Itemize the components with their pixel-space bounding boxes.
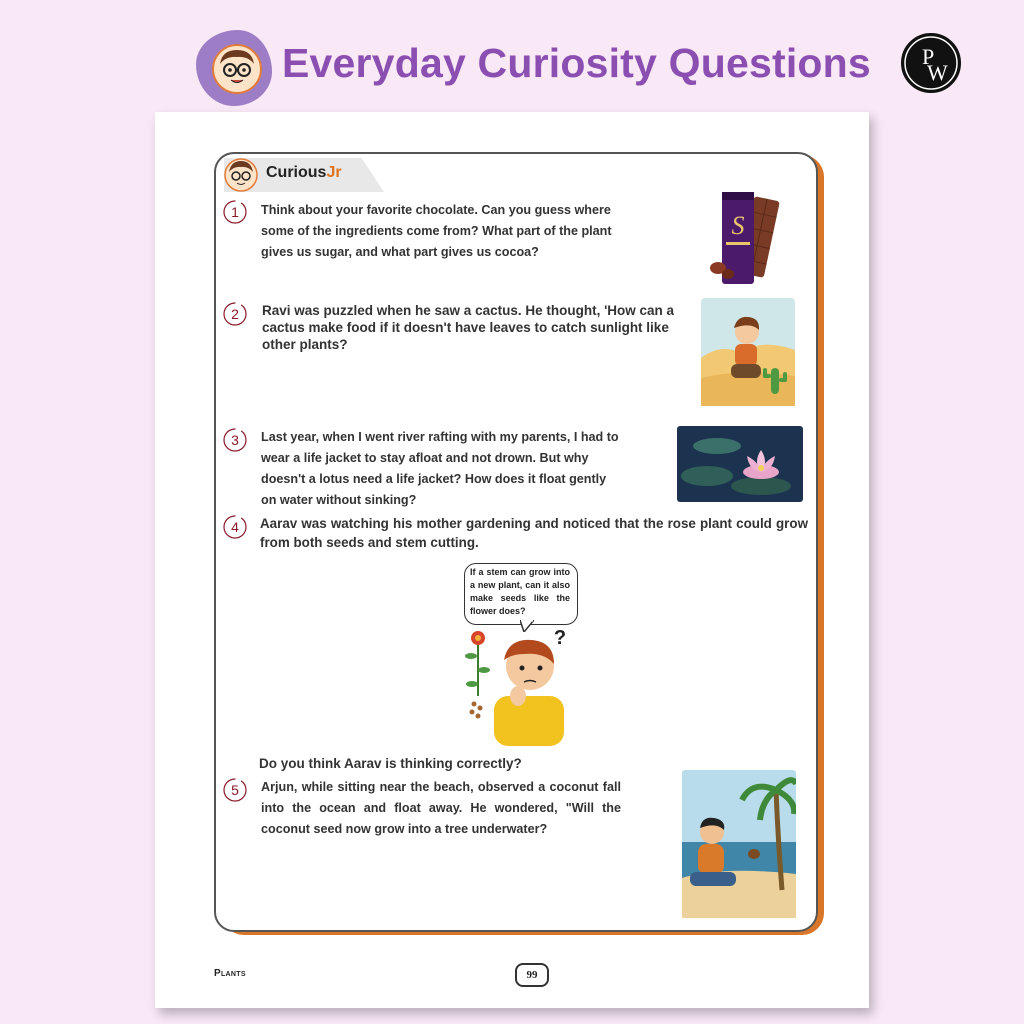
pw-logo-icon <box>900 32 962 94</box>
question-text-4: Aarav was watching his mother gardening and noticed that the rose plant could grow from both seeds and stem cutting. <box>260 516 808 550</box>
question-4-followup: Do you think Aarav is thinking correctly? <box>259 756 522 771</box>
question-number-1: 1 <box>223 200 247 224</box>
boy-avatar-icon <box>212 44 262 94</box>
chapter-name: Plants <box>214 968 246 979</box>
question-number-3: 3 <box>223 428 247 452</box>
thought-bubble-text: If a stem can grow into a new plant, can it also make seeds like the flower does? <box>470 567 570 616</box>
page-title: Everyday Curiosity Questions <box>282 40 871 86</box>
svg-text:S: S <box>731 211 745 240</box>
question-text-5: Arjun, while sitting near the beach, observed a coconut fall into the ocean and float away. He wondered, "Will the coconut seed now grow into a tree underwater? <box>261 780 621 836</box>
svg-text:?: ? <box>553 627 566 649</box>
curiousjr-avatar-icon <box>224 158 258 192</box>
chocolate-bar-image <box>702 190 784 286</box>
question-text-2: Ravi was puzzled when he saw a cactus. He thought, 'How can a cactus make food if it doesn't have leaves to catch sunlight like other plants? <box>262 303 675 352</box>
svg-text:W: W <box>927 60 948 85</box>
curiousjr-brand: CuriousJr <box>266 164 342 181</box>
lotus-flower-image <box>677 426 803 502</box>
boy-at-beach-image <box>682 770 796 918</box>
svg-text:P: P <box>922 44 935 69</box>
question-text-3: Last year, when I went river rafting with my parents, I had to wear a life jacket to stay afloat and not drown. But why doesn't a lotus need a life jacket? How does it float gently on water without sinking? <box>261 430 619 507</box>
thinking-boy-image <box>462 626 566 746</box>
question-number-2: 2 <box>223 302 247 326</box>
question-number-5: 5 <box>223 778 247 802</box>
question-text-1: Think about your favorite chocolate. Can you guess where some of the ingredients come from? What part of the plant gives us sugar, and what part gives us cocoa? <box>261 203 612 259</box>
boy-looking-at-cactus-image <box>701 298 795 406</box>
page-number: 99 <box>515 963 549 987</box>
question-number-4: 4 <box>223 515 247 539</box>
